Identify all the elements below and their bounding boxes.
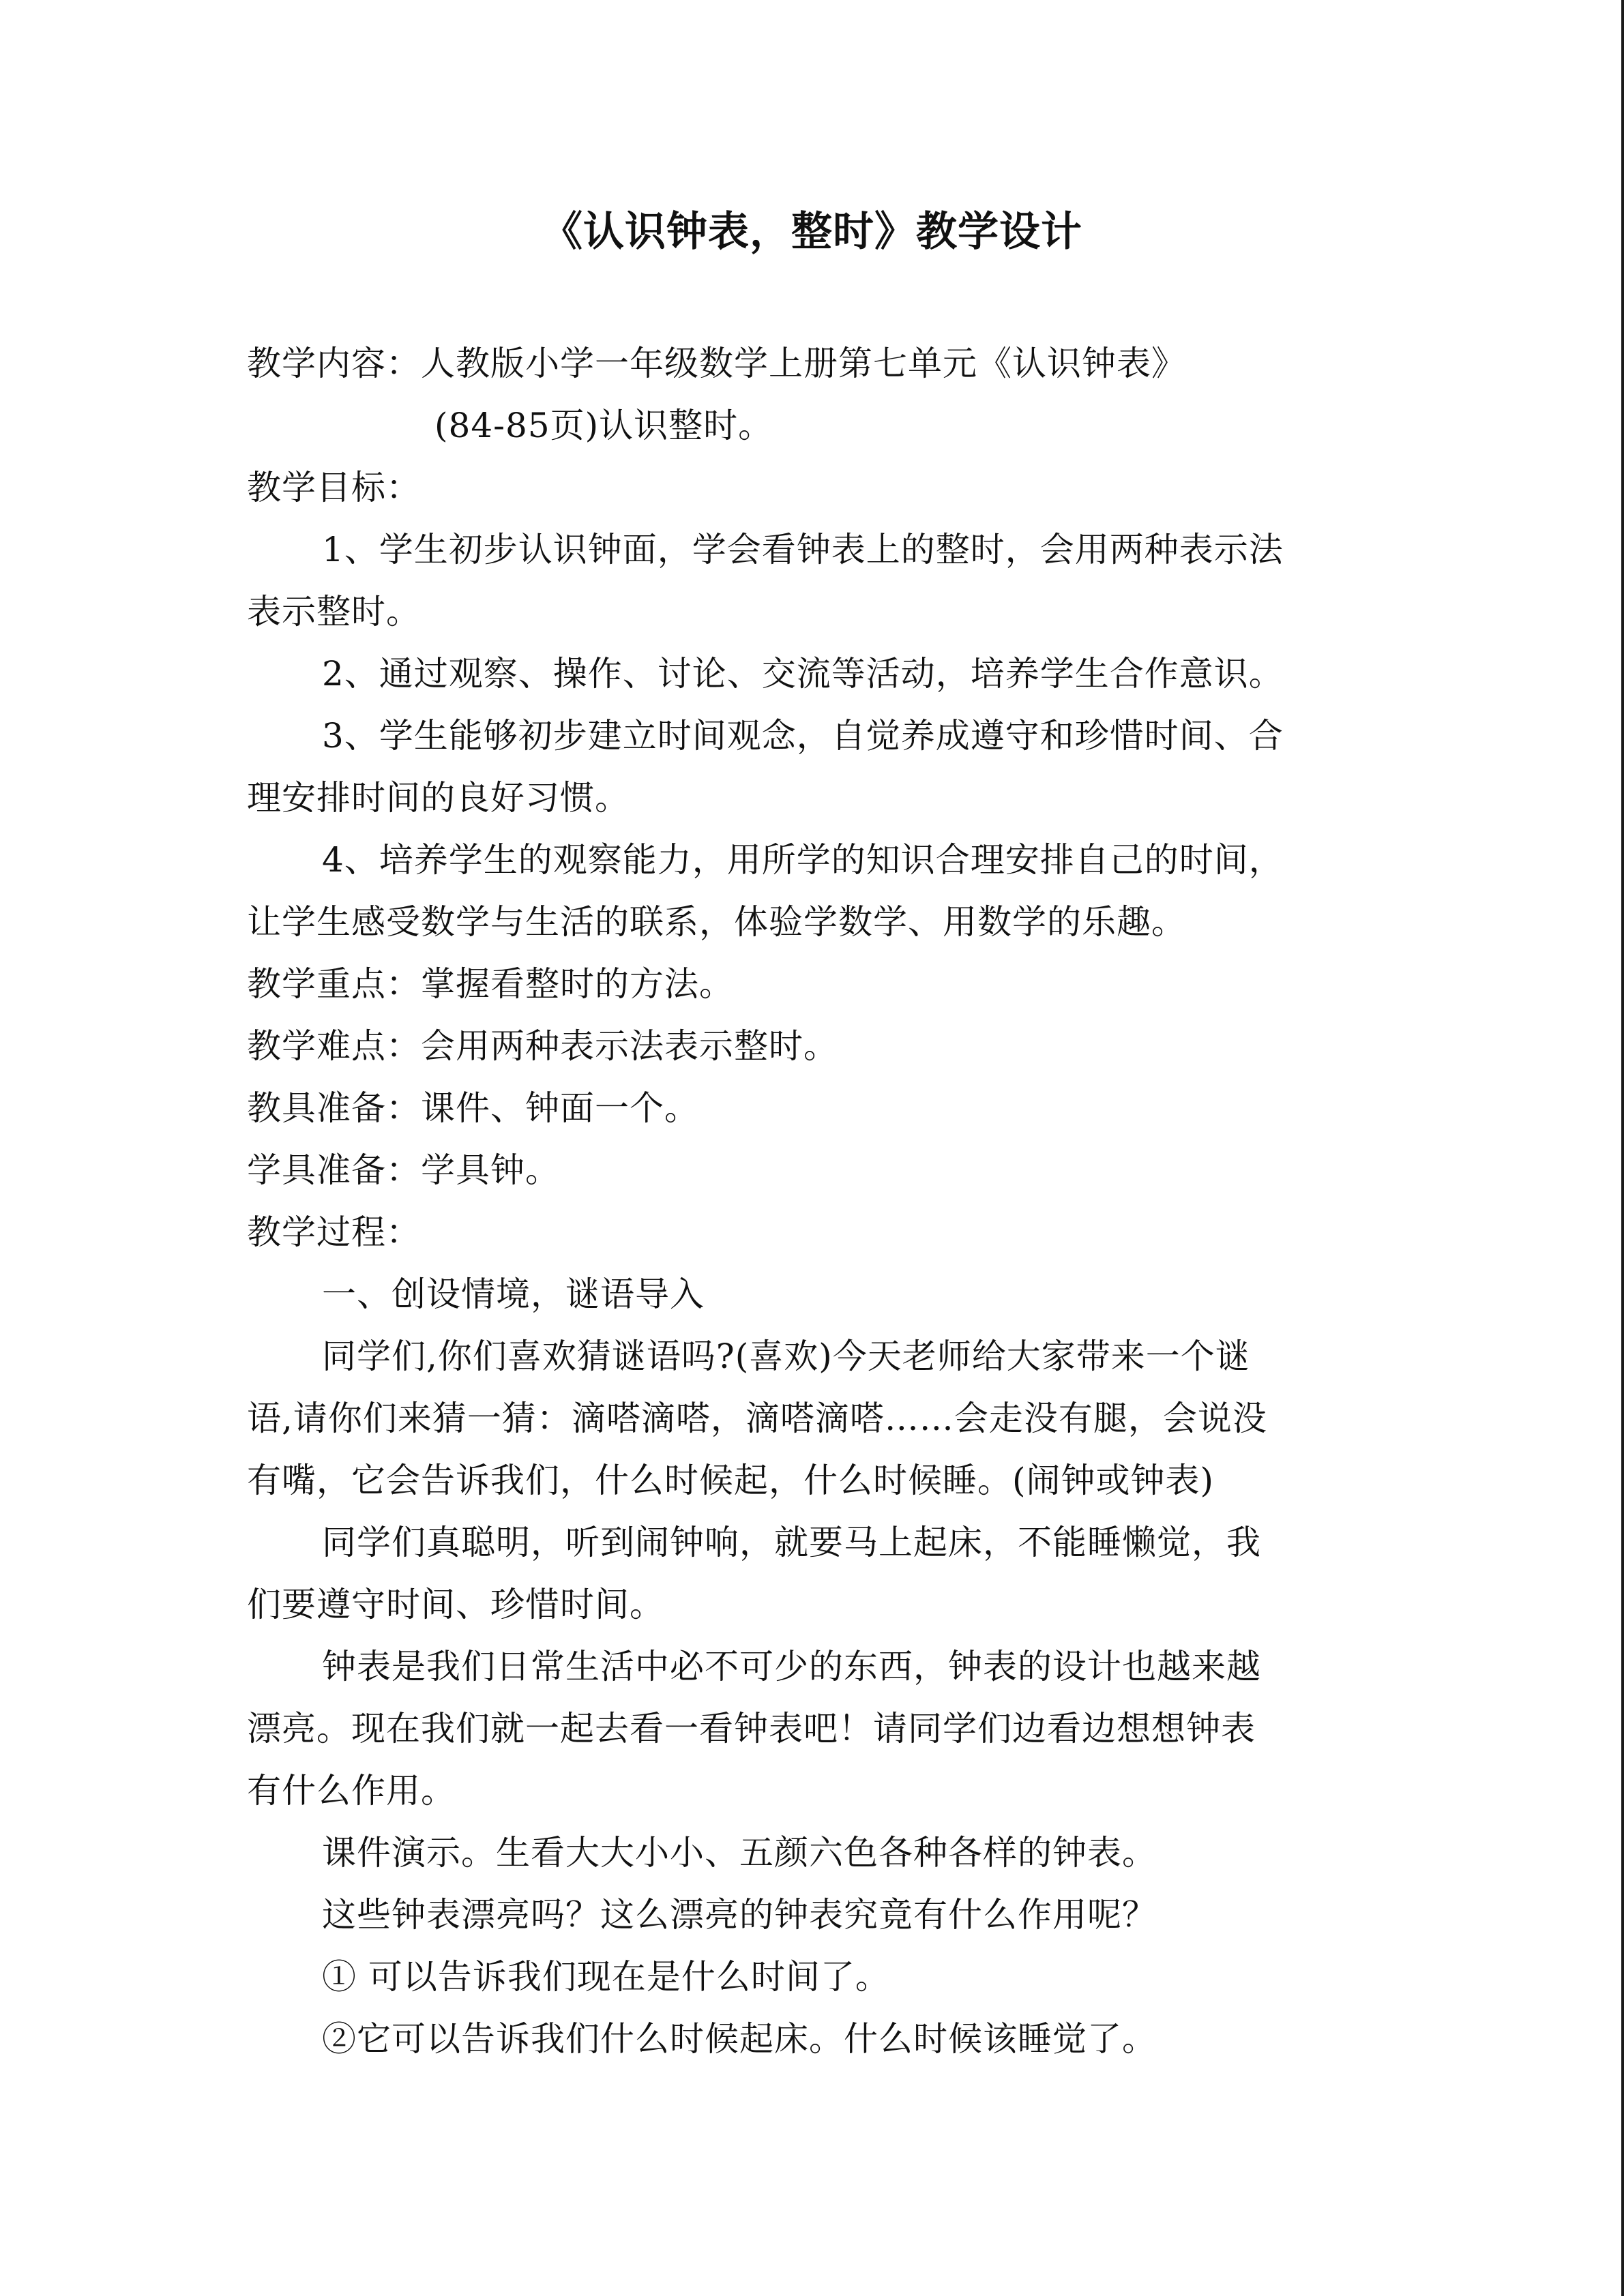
- line-riddle-c: 有嘴，它会告诉我们，什么时候起，什么时候睡。(闹钟或钟表): [247, 1461, 1215, 1500]
- line-process-heading: 教学过程：: [247, 1212, 421, 1252]
- line-teacher-materials: 教具准备：课件、钟面一个。: [247, 1088, 699, 1128]
- line-praise-a: 同学们真聪明，听到闹钟响，就要马上起床，不能睡懒觉，我: [322, 1523, 1261, 1562]
- document-body: [247, 333, 1372, 2070]
- line-goal-3a: 3、学生能够初步建立时间观念，自觉养成遵守和珍惜时间、合: [322, 716, 1284, 756]
- line-key-point: 教学重点：掌握看整时的方法。: [247, 964, 734, 1004]
- line-riddle-a: 同学们,你们喜欢猜谜语吗?(喜欢)今天老师给大家带来一个谜: [322, 1337, 1250, 1376]
- line-goal-1b: 表示整时。: [247, 592, 421, 631]
- line-goal-4b: 让学生感受数学与生活的联系，体验学数学、用数学的乐趣。: [247, 902, 1186, 942]
- line-answer-1: ① 可以告诉我们现在是什么时间了。: [322, 1957, 890, 1997]
- line-goal-1a: 1、学生初步认识钟面，学会看钟表上的整时，会用两种表示法: [322, 530, 1284, 569]
- line-goal-2: 2、通过观察、操作、讨论、交流等活动，培养学生合作意识。: [322, 654, 1284, 694]
- line-praise-b: 们要遵守时间、珍惜时间。: [247, 1585, 664, 1624]
- line-goal-4a: 4、培养学生的观察能力，用所学的知识合理安排自己的时间，: [322, 840, 1284, 880]
- line-teaching-content: 教学内容：人教版小学一年级数学上册第七单元《认识钟表》: [247, 344, 1186, 383]
- line-goals-heading: 教学目标：: [247, 468, 421, 507]
- line-clock-a: 钟表是我们日常生活中必不可少的东西，钟表的设计也越来越: [322, 1647, 1261, 1686]
- line-clock-b: 漂亮。现在我们就一起去看一看钟表吧！请同学们边看边想想钟表: [247, 1709, 1256, 1748]
- line-answer-2: ②它可以告诉我们什么时候起床。什么时候该睡觉了。: [322, 2019, 1157, 2059]
- line-clock-c: 有什么作用。: [247, 1771, 456, 1810]
- line-student-materials: 学具准备：学具钟。: [247, 1150, 560, 1190]
- line-demo: 课件演示。生看大大小小、五颜六色各种各样的钟表。: [322, 1833, 1157, 1873]
- line-goal-3b: 理安排时间的良好习惯。: [247, 778, 630, 818]
- document-title: 《认识钟表，整时》教学设计: [542, 208, 1082, 256]
- line-section-1-heading: 一、创设情境，谜语导入: [322, 1274, 705, 1314]
- line-difficulty: 教学难点：会用两种表示法表示整时。: [247, 1026, 838, 1066]
- line-pages: (84-85页)认识整时。: [434, 406, 773, 445]
- line-question: 这些钟表漂亮吗？这么漂亮的钟表究竟有什么作用呢？: [322, 1895, 1157, 1935]
- line-riddle-b: 语,请你们来猜一猜：滴嗒滴嗒，滴嗒滴嗒……会走没有腿，会说没: [247, 1399, 1267, 1438]
- page-border: [1621, 0, 1624, 2296]
